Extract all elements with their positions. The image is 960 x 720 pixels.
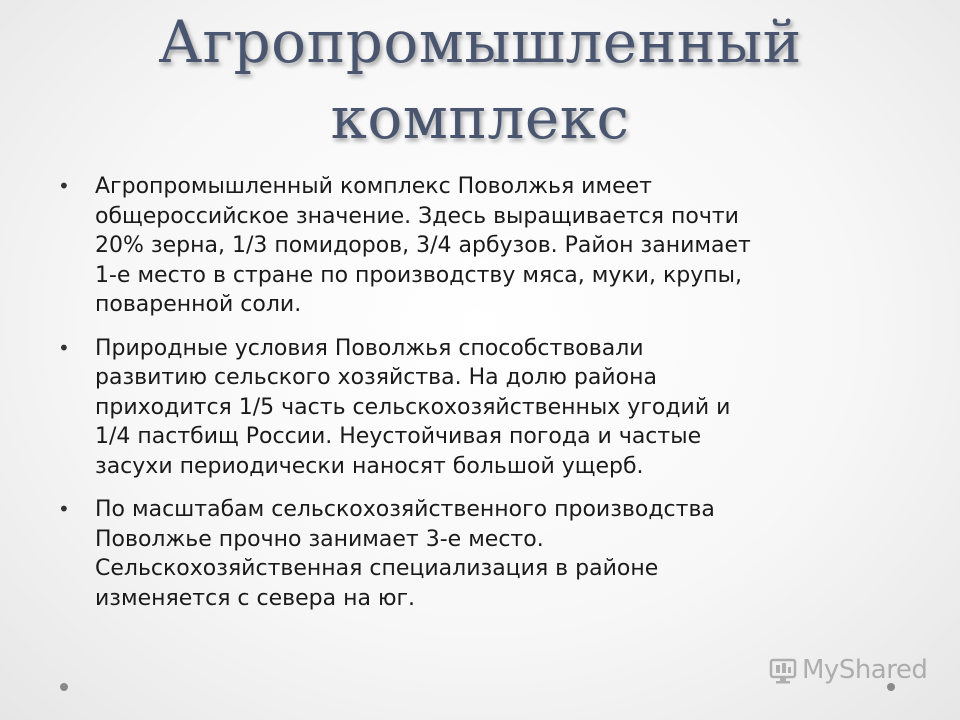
bullet-list [58,172,898,627]
bullet-line: 20% зерна, 1/3 помидоров, 3/4 арбузов. Район занимает [95,233,751,258]
bullet-marker: • [58,174,70,198]
bullet-line: поваренной соли. [95,292,302,317]
bullet-text [95,334,898,482]
bullet-item [58,334,898,482]
bullet-line: развитию сельского хозяйства. На долю района [95,365,657,390]
slide-title [60,4,900,156]
bullet-line: Сельскохозяйственная специализация в районе [95,556,659,581]
watermark-text: MyShared [802,655,928,685]
bullet-line: засухи периодически наносят большой ущерб. [95,453,644,479]
bullet-line: 1/4 пастбищ России. Неустойчивая погода и частые [95,424,702,449]
bullet-line: общероссийское значение. Здесь выращивается почти [95,203,739,229]
decorative-dot-left [60,683,68,691]
bullet-line: изменяется с севера на юг. [95,585,416,611]
bullet-line: Агропромышленный комплекс Поволжья имеет [95,174,652,199]
bullet-marker: • [58,335,70,360]
bullet-line: Природные условия Поволжья способствовали [95,335,644,361]
bullet-item [58,172,898,320]
bullet-marker: • [58,497,70,521]
bullet-text [95,495,898,613]
bullet-line: По масштабам сельскохозяйственного производства [95,497,715,522]
bullet-line: приходится 1/5 часть сельскохозяйственных угодий и [95,394,731,420]
myshared-logo-icon [768,655,798,685]
bullet-item [58,495,898,613]
bullet-text [95,172,898,320]
title-line-2: комплекс [330,84,630,152]
watermark [768,655,927,685]
title-line-1: Агропромышленный [158,8,802,76]
bullet-line: 1-е место в стране по производству мяса, муки, крупы, [95,262,742,288]
bullet-line: Поволжье прочно занимает 3-е место. [95,526,544,552]
